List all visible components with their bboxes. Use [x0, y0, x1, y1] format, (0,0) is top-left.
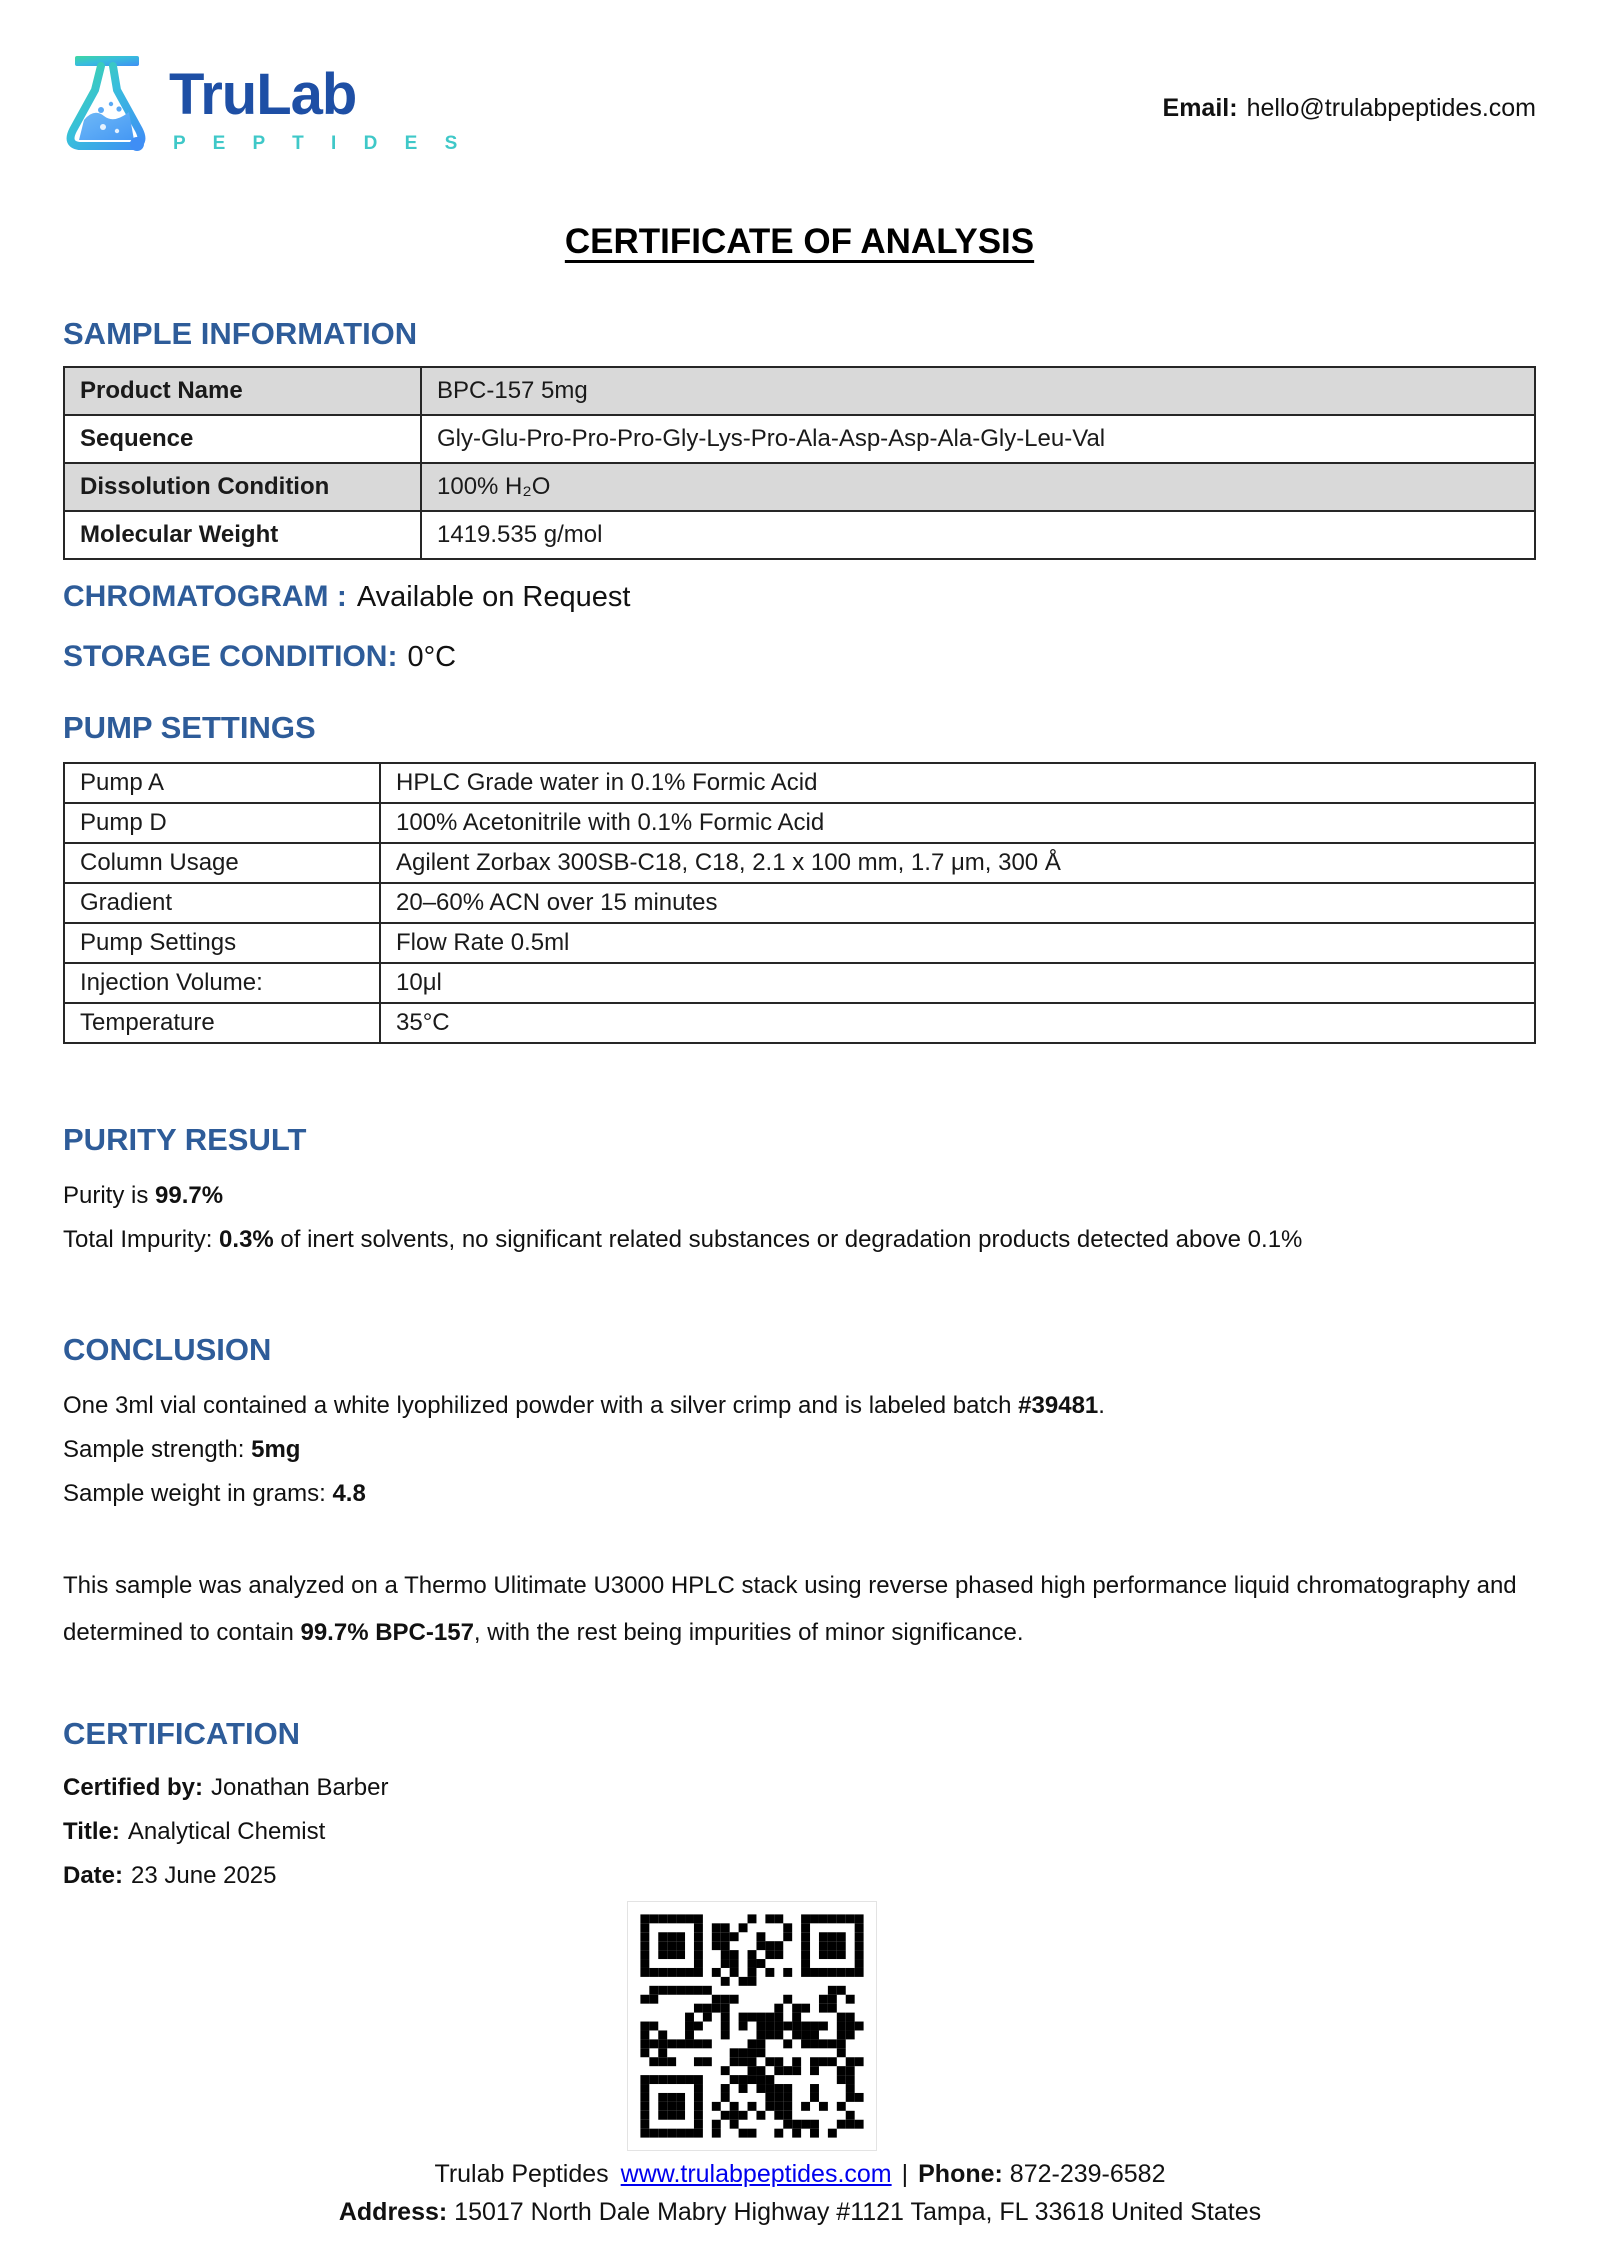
table-row	[64, 463, 1535, 511]
row-value: 35°C	[380, 1003, 1535, 1043]
row-label: Temperature	[64, 1003, 380, 1043]
weight-value: 4.8	[332, 1480, 366, 1507]
strength-label: Sample strength:	[63, 1436, 252, 1463]
analysis-paragraph	[63, 1562, 1536, 1656]
row-label: Gradient	[64, 883, 380, 923]
row-label: Injection Volume:	[64, 963, 380, 1003]
table-row	[64, 367, 1535, 415]
certification-heading: CERTIFICATION	[63, 1716, 301, 1751]
table-row	[64, 883, 1535, 923]
row-value: Agilent Zorbax 300SB-C18, C18, 2.1 x 100 mm, 1.7 μm, 300 Å	[380, 843, 1535, 883]
brand-subtitle: P E P T I D E S	[173, 133, 469, 154]
date-label: Date:	[63, 1862, 124, 1889]
storage-condition-line	[63, 640, 1536, 674]
email-label: Email:	[1162, 94, 1238, 122]
certified-by-value: Jonathan Barber	[211, 1774, 389, 1801]
conclusion-heading: CONCLUSION	[63, 1332, 272, 1367]
table-row	[64, 1003, 1535, 1043]
sample-weight-line	[63, 1472, 1536, 1516]
footer-address-line	[0, 2198, 1600, 2227]
row-label: Dissolution Condition	[64, 463, 421, 511]
table-row	[64, 763, 1535, 803]
pump-settings-table	[63, 762, 1536, 1044]
purity-result-heading: PURITY RESULT	[63, 1122, 307, 1157]
footer-company: Trulab Peptides	[434, 2160, 609, 2188]
footer-divider: |	[901, 2160, 909, 2188]
document-title-text: CERTIFICATE OF ANALYSIS	[564, 222, 1035, 261]
address-value: 15017 North Dale Mabry Highway #1121 Tampa, FL 33618 United States	[454, 2198, 1262, 2226]
row-label: Molecular Weight	[64, 511, 421, 559]
purity-line	[63, 1174, 1536, 1218]
row-value: HPLC Grade water in 0.1% Formic Acid	[380, 763, 1535, 803]
page-header	[63, 0, 1536, 180]
row-label: Sequence	[64, 415, 421, 463]
analysis-value: 99.7% BPC-157	[300, 1619, 474, 1646]
trulab-logo	[63, 52, 468, 161]
row-value: Gly-Glu-Pro-Pro-Pro-Gly-Lys-Pro-Ala-Asp-Asp-Ala-Gly-Leu-Val	[421, 415, 1535, 463]
phone-label: Phone:	[918, 2160, 1003, 2188]
row-value: 100% Acetonitrile with 0.1% Formic Acid	[380, 803, 1535, 843]
conclusion-vial-line	[63, 1384, 1536, 1428]
row-label: Product Name	[64, 367, 421, 415]
purity-prefix: Purity is	[63, 1182, 156, 1209]
footer-contact-line	[0, 2160, 1600, 2189]
table-row	[64, 923, 1535, 963]
vial-suffix: .	[1098, 1392, 1105, 1419]
email-value: hello@trulabpeptides.com	[1246, 94, 1536, 122]
impurity-value: 0.3%	[219, 1226, 274, 1253]
date-line	[63, 1854, 1536, 1898]
flask-icon	[63, 52, 155, 161]
sample-information-table	[63, 366, 1536, 560]
chromatogram-line	[63, 580, 1536, 614]
strength-value: 5mg	[251, 1436, 301, 1463]
brand-name: TruLab	[169, 62, 357, 127]
title-label: Title:	[63, 1818, 120, 1845]
vial-text: One 3ml vial contained a white lyophilized powder with a silver crimp and is labeled batch	[63, 1392, 1019, 1419]
header-email	[1163, 52, 1536, 123]
table-row	[64, 843, 1535, 883]
document-title	[63, 222, 1536, 262]
impurity-prefix: Total Impurity:	[63, 1226, 220, 1253]
table-row	[64, 803, 1535, 843]
table-row	[64, 415, 1535, 463]
storage-value: 0°C	[407, 641, 457, 673]
storage-label: STORAGE CONDITION:	[63, 640, 398, 673]
footer-website-link[interactable]: www.trulabpeptides.com	[620, 2160, 892, 2188]
table-row	[64, 511, 1535, 559]
row-value: 100% H₂O	[421, 463, 1535, 511]
batch-number: #39481	[1018, 1392, 1099, 1419]
row-value: Flow Rate 0.5ml	[380, 923, 1535, 963]
table-row	[64, 963, 1535, 1003]
chromatogram-value: Available on Request	[356, 581, 631, 613]
row-label: Pump Settings	[64, 923, 380, 963]
qr-code	[627, 1901, 877, 2151]
address-label: Address:	[338, 2198, 448, 2226]
row-value: 10μl	[380, 963, 1535, 1003]
row-label: Column Usage	[64, 843, 380, 883]
weight-label: Sample weight in grams:	[63, 1480, 333, 1507]
analysis-suffix: , with the rest being impurities of minor significance.	[473, 1619, 1024, 1646]
sample-strength-line	[63, 1428, 1536, 1472]
row-label: Pump A	[64, 763, 380, 803]
row-label: Pump D	[64, 803, 380, 843]
title-line	[63, 1810, 1536, 1854]
brand-wordmark	[169, 52, 468, 153]
pump-settings-heading: PUMP SETTINGS	[63, 710, 316, 745]
sample-information-heading: SAMPLE INFORMATION	[63, 316, 418, 351]
row-value: 20–60% ACN over 15 minutes	[380, 883, 1535, 923]
row-value: 1419.535 g/mol	[421, 511, 1535, 559]
date-value: 23 June 2025	[131, 1862, 277, 1889]
page-footer	[0, 2160, 1600, 2227]
phone-value: 872-239-6582	[1009, 2160, 1166, 2188]
chromatogram-label: CHROMATOGRAM :	[63, 580, 347, 613]
impurity-suffix: of inert solvents, no significant related substances or degradation products detected above 0.1%	[273, 1226, 1303, 1253]
certified-by-label: Certified by:	[63, 1774, 204, 1801]
title-value: Analytical Chemist	[127, 1818, 326, 1845]
certified-by-line	[63, 1766, 1536, 1810]
analysis-prefix: This sample was analyzed on a Thermo Ulitimate U3000 HPLC stack using reverse phased high performance liquid chromatography and determined to contain	[63, 1572, 1517, 1646]
row-value: BPC-157 5mg	[421, 367, 1535, 415]
impurity-line	[63, 1218, 1536, 1262]
purity-value: 99.7%	[155, 1182, 224, 1209]
